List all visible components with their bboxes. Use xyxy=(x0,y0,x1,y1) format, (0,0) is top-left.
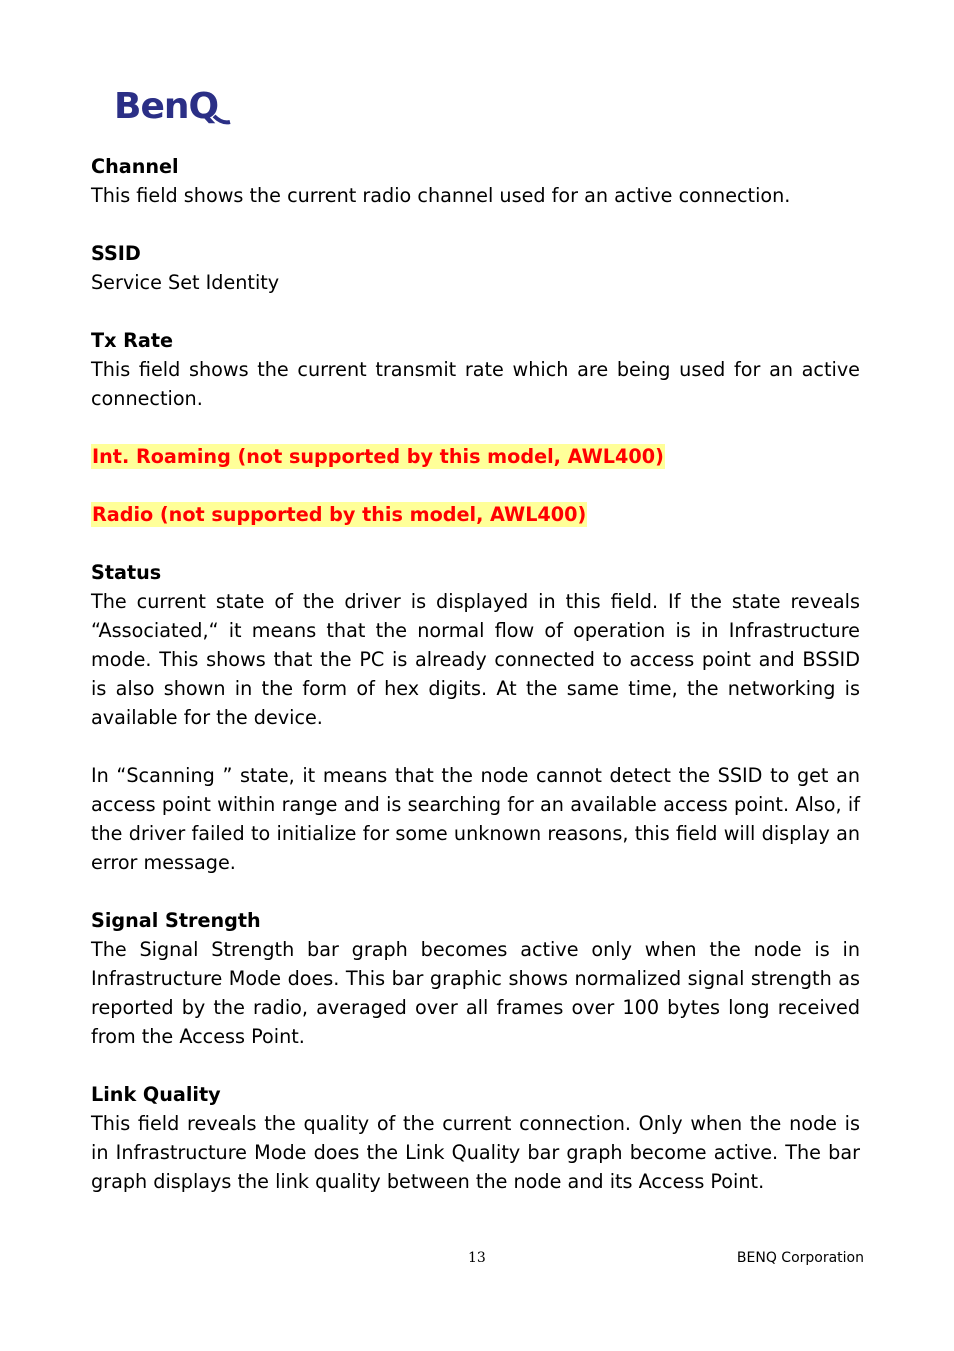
logo-text: BenQ xyxy=(114,86,219,127)
text-channel: This field shows the current radio channel used for an active connection. xyxy=(91,184,791,207)
document-body xyxy=(91,152,860,1225)
text-signal-strength: The Signal Strength bar graph becomes active only when the node is in Infrastructure Mode does. This bar graphic shows normalized signal strength as reported by the radio, averaged over all frames over 100 bytes long received from the Access Point. xyxy=(91,938,860,1048)
footer-company: BENQ Corporation xyxy=(736,1250,864,1266)
text-link-quality: This field reveals the quality of the current connection. Only when the node is in Infrastructure Mode does the Link Quality bar graph become active. The bar graph displays the link quality between the node and its Access Point. xyxy=(91,1112,860,1193)
heading-link-quality: Link Quality xyxy=(91,1083,221,1106)
section-status xyxy=(91,558,860,877)
heading-signal-strength: Signal Strength xyxy=(91,909,261,932)
text-ssid: Service Set Identity xyxy=(91,271,280,294)
heading-int-roaming: Int. Roaming (not supported by this model, AWL400) xyxy=(92,445,664,468)
heading-channel: Channel xyxy=(91,155,179,178)
section-link-quality xyxy=(91,1080,860,1196)
heading-tx-rate: Tx Rate xyxy=(91,329,174,352)
section-ssid xyxy=(91,239,860,297)
section-signal-strength xyxy=(91,906,860,1051)
heading-ssid: SSID xyxy=(91,242,141,265)
section-tx-rate xyxy=(91,326,860,413)
text-status-1: The current state of the driver is displayed in this field. If the state reveals “Associated,“ it means that the normal flow of operation is in Infrastructure mode. This shows that the PC is already connected to access point and BSSID is also shown in the form of hex digits. At the same time, the networking is available for the device. xyxy=(91,590,860,729)
section-int-roaming xyxy=(91,442,860,471)
heading-radio: Radio (not supported by this model, AWL400) xyxy=(92,503,587,526)
benq-logo xyxy=(114,86,232,128)
text-status-2: In “Scanning ” state, it means that the node cannot detect the SSID to get an access point within range and is searching for an available access point. Also, if the driver failed to initialize for some unknown reasons, this field will display an error message. xyxy=(91,764,860,874)
section-channel xyxy=(91,152,860,210)
text-tx-rate: This field shows the current transmit rate which are being used for an active connection. xyxy=(91,358,860,410)
section-radio xyxy=(91,500,860,529)
heading-status: Status xyxy=(91,561,162,584)
page-number: 13 xyxy=(468,1250,486,1266)
